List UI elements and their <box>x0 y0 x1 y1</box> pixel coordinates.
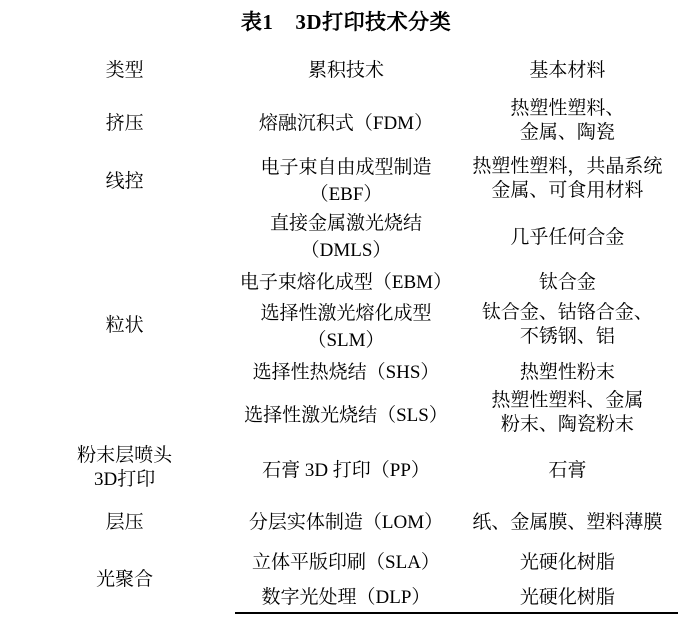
cell-type: 线控 <box>105 170 144 192</box>
cell-material: 石膏 <box>548 459 587 481</box>
cell-material-line: 不锈钢、铝 <box>519 326 615 347</box>
cell-type: 粒状 <box>105 314 144 336</box>
cell-material-lines <box>457 97 678 146</box>
cell-technology: 熔融沉积式（FDM） <box>258 112 434 134</box>
cell-technology: 选择性激光烧结（SLS） <box>244 404 448 426</box>
cell-technology: 电子束自由成型制造（EBF） <box>260 157 432 205</box>
cell-material-lines <box>457 389 678 438</box>
cell-material-line: 金属、可食用材料 <box>491 180 644 201</box>
table-row <box>14 542 678 578</box>
cell-material-line: 热塑性塑料、金属 <box>491 389 644 411</box>
cell-material <box>457 388 678 438</box>
cell-technology: 立体平版印刷（SLA） <box>252 551 440 573</box>
caption-title: 3D打印技术分类 <box>295 10 452 34</box>
table-body <box>14 92 678 613</box>
cell-technology: 直接金属激光烧结（DMLS） <box>269 213 422 261</box>
table-row <box>14 150 678 208</box>
cell-material-line: 热塑性塑料，共晶系统 <box>472 155 663 177</box>
table-header-row <box>14 46 678 92</box>
cell-material-lines <box>457 301 678 350</box>
table-row <box>14 92 678 150</box>
cell-material: 纸、金属膜、塑料薄膜 <box>472 511 663 533</box>
cell-type: 层压 <box>105 511 144 533</box>
table-row <box>14 208 678 262</box>
cell-material-line: 热塑性塑料、 <box>510 97 625 119</box>
cell-type: 光聚合 <box>96 569 154 590</box>
printing-technology-table <box>14 46 678 614</box>
cell-technology: 分层实体制造（LOM） <box>248 511 444 533</box>
cell-type: 挤压 <box>105 112 144 134</box>
cell-technology: 选择性热烧结（SHS） <box>252 361 440 383</box>
table-header <box>14 46 678 92</box>
table-caption <box>14 0 678 46</box>
column-header-technology: 累积技术 <box>307 59 384 81</box>
cell-technology: 选择性激光熔化成型（SLM） <box>260 303 432 351</box>
cell-material: 光硬化树脂 <box>457 578 678 613</box>
cell-material: 几乎任何合金 <box>510 226 625 248</box>
table-row <box>14 498 678 542</box>
cell-type-line: 粉末层喷头 <box>77 444 173 466</box>
cell-material-line: 粉末、陶瓷粉末 <box>500 414 634 435</box>
cell-material <box>457 150 678 208</box>
cell-material: 热塑性粉末 <box>519 361 615 383</box>
cell-material-lines <box>457 155 678 204</box>
cell-type-line: 3D打印 <box>94 469 156 490</box>
column-header-type: 类型 <box>105 59 144 81</box>
cell-technology: 电子束熔化成型（EBM） <box>239 271 453 293</box>
cell-type <box>14 438 235 498</box>
caption-label: 表1 <box>240 10 274 34</box>
cell-material-line: 钛合金、钴铬合金、 <box>481 301 653 323</box>
cell-technology: 数字光处理（DLP） <box>235 578 456 613</box>
cell-material-line: 金属、陶瓷 <box>519 122 615 143</box>
cell-material: 光硬化树脂 <box>519 551 615 573</box>
cell-technology: 石膏 3D 打印（PP） <box>262 459 430 481</box>
column-header-material: 基本材料 <box>529 59 606 81</box>
cell-material: 钛合金 <box>538 271 596 293</box>
table-row <box>14 438 678 498</box>
cell-material <box>457 298 678 352</box>
cell-type-lines <box>14 444 235 493</box>
cell-material <box>457 92 678 150</box>
